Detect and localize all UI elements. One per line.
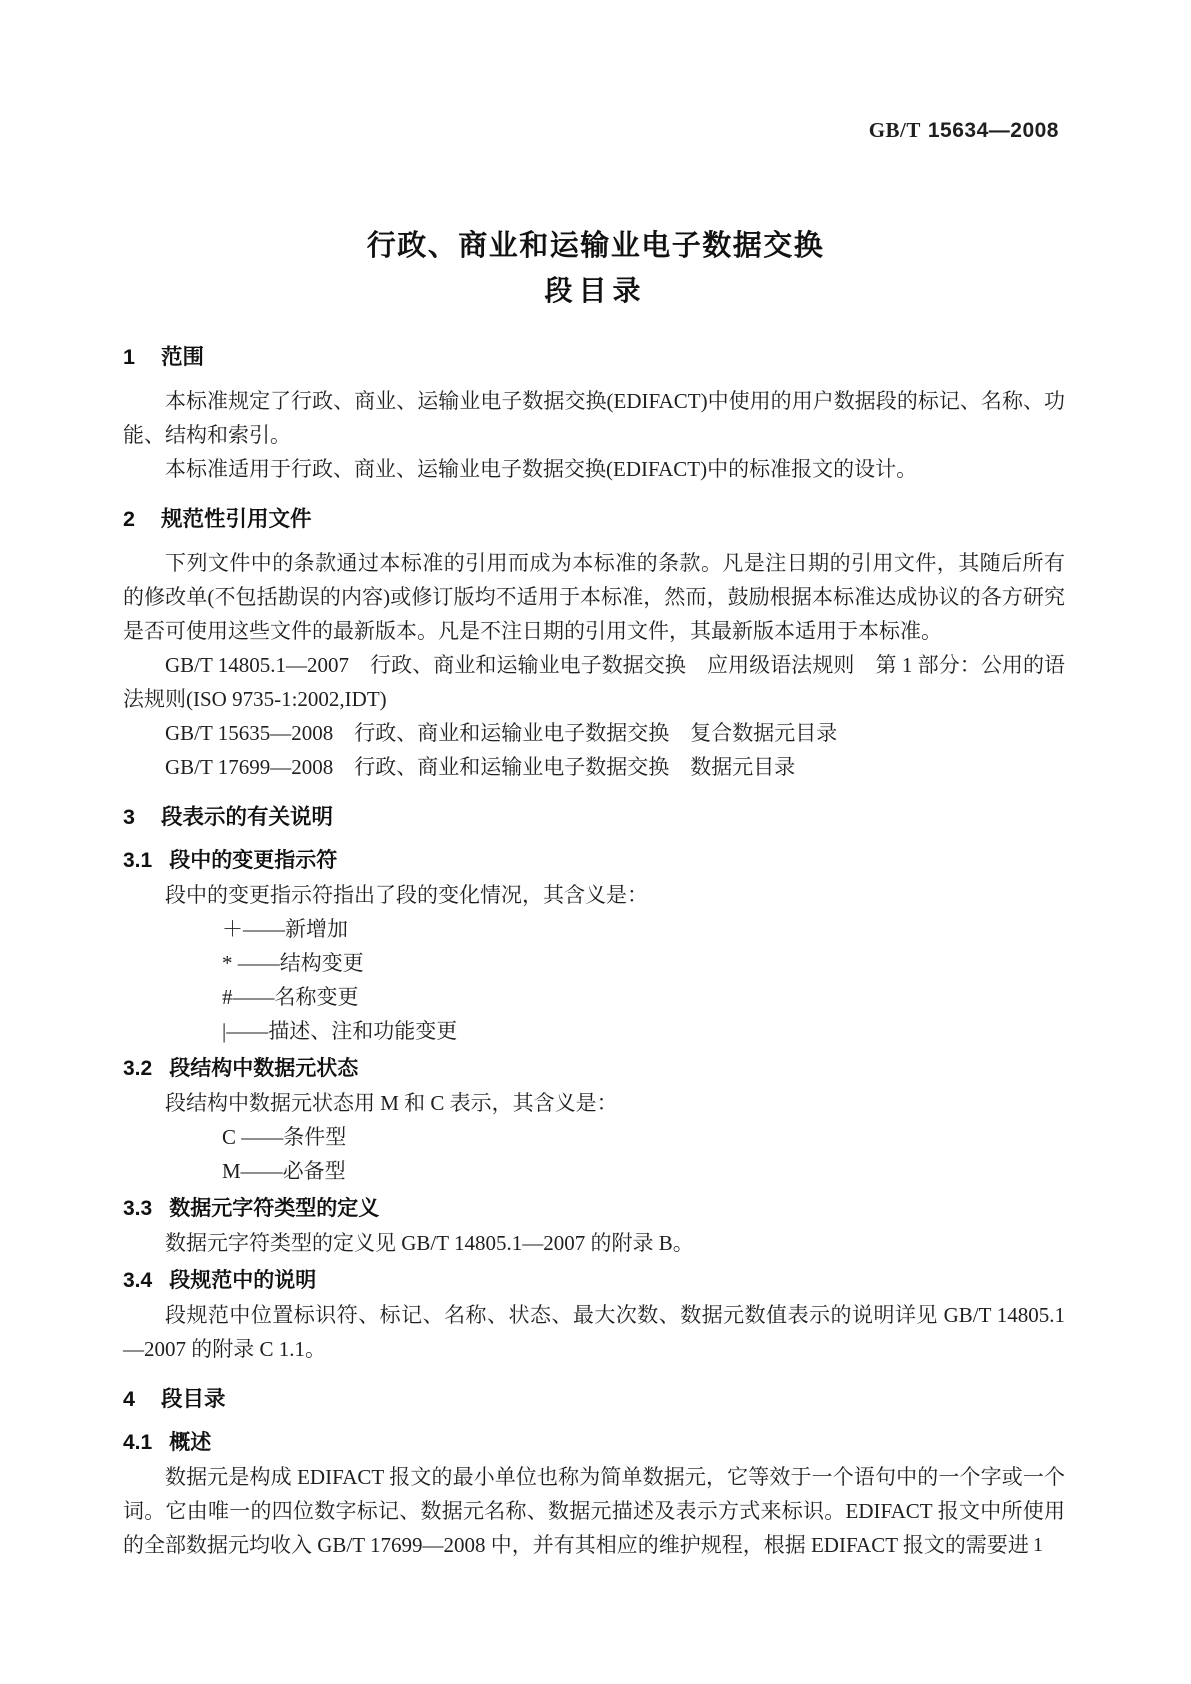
section-3-2-paragraph-1: 段结构中数据元状态用 M 和 C 表示，其含义是： bbox=[165, 1091, 618, 1115]
section-4-1-number: 4.1 bbox=[123, 1431, 153, 1454]
section-3-heading bbox=[123, 800, 1065, 834]
document-title: 行政、商业和运输业电子数据交换 bbox=[366, 230, 825, 262]
normative-reference-1: GB/T 14805.1—2007 行政、商业和运输业电子数据交换 应用级语法规则 第 1 部分：公用的语法规则(ISO 9735-1:2002,IDT) bbox=[123, 653, 1065, 711]
section-1-paragraph-2: 本标准适用于行政、商业、运输业电子数据交换(EDIFACT)中的标准报文的设计。 bbox=[165, 457, 918, 481]
document-subtitle: 段目录 bbox=[544, 275, 647, 306]
section-3-title: 段表示的有关说明 bbox=[160, 805, 333, 829]
section-1-heading bbox=[123, 340, 1065, 374]
section-3-4-title: 段规范中的说明 bbox=[169, 1269, 317, 1292]
section-3-3-paragraph-1: 数据元字符类型的定义见 GB/T 14805.1—2007 的附录 B。 bbox=[165, 1231, 694, 1255]
normative-reference-2: GB/T 15635—2008 行政、商业和运输业电子数据交换 复合数据元目录 bbox=[165, 721, 838, 745]
change-indicator-hash: #——名称变更 bbox=[222, 985, 359, 1009]
section-4-number: 4 bbox=[123, 1387, 135, 1411]
section-3-4-paragraph-1: 段规范中位置标识符、标记、名称、状态、最大次数、数据元数值表示的说明详见 GB/T 14805.1—2007 的附录 C 1.1。 bbox=[123, 1303, 1065, 1361]
change-indicator-plus: ＋——新增加 bbox=[222, 917, 348, 941]
section-4-1-heading bbox=[123, 1426, 1065, 1460]
standard-code-number: 15634—2008 bbox=[927, 119, 1059, 142]
section-3-4-heading bbox=[123, 1264, 1065, 1298]
section-3-3-title: 数据元字符类型的定义 bbox=[169, 1197, 380, 1220]
section-3-3-heading bbox=[123, 1192, 1065, 1226]
standard-code-prefix: GB/T bbox=[868, 118, 921, 142]
section-3-1-heading bbox=[123, 844, 1065, 878]
section-3-3-number: 3.3 bbox=[123, 1197, 153, 1220]
section-3-1-title: 段中的变更指示符 bbox=[169, 849, 338, 872]
section-2-heading bbox=[123, 502, 1065, 536]
normative-reference-3: GB/T 17699—2008 行政、商业和运输业电子数据交换 数据元目录 bbox=[165, 755, 796, 779]
section-3-1-number: 3.1 bbox=[123, 849, 153, 872]
section-3-4-number: 3.4 bbox=[123, 1269, 153, 1292]
section-1-paragraph-1: 本标准规定了行政、商业、运输业电子数据交换(EDIFACT)中使用的用户数据段的标记、名称、功能、结构和索引。 bbox=[123, 389, 1065, 447]
standard-code-header bbox=[869, 118, 1059, 143]
change-indicator-asterisk: * ——结构变更 bbox=[222, 951, 364, 975]
section-3-2-title: 段结构中数据元状态 bbox=[169, 1057, 359, 1080]
section-3-number: 3 bbox=[123, 805, 135, 829]
section-4-1-paragraph-1: 数据元是构成 EDIFACT 报文的最小单位也称为简单数据元，它等效于一个语句中的一个字或一个词。它由唯一的四位数字标记、数据元名称、数据元描述及表示方式来标识。EDIFACT 报文中所使用的全部数据元均收入 GB/T 17699—2008 中，并有其相应的维护规程，根据 EDIFACT 报文的需要进 bbox=[123, 1465, 1065, 1557]
section-2-title: 规范性引用文件 bbox=[160, 507, 312, 531]
page-number: 1 bbox=[1033, 1534, 1043, 1556]
change-indicator-bar: |——描述、注和功能变更 bbox=[222, 1019, 458, 1043]
section-4-heading bbox=[123, 1382, 1065, 1416]
section-4-1-title: 概述 bbox=[169, 1431, 212, 1454]
status-conditional-item: C ——条件型 bbox=[222, 1125, 347, 1149]
status-mandatory-item: M——必备型 bbox=[222, 1159, 346, 1183]
section-1-number: 1 bbox=[123, 345, 135, 369]
section-2-number: 2 bbox=[123, 507, 135, 531]
section-3-2-heading bbox=[123, 1052, 1065, 1086]
section-4-title: 段目录 bbox=[160, 1387, 226, 1411]
document-body bbox=[123, 340, 1065, 1562]
section-3-2-number: 3.2 bbox=[123, 1057, 153, 1080]
section-2-paragraph-1: 下列文件中的条款通过本标准的引用而成为本标准的条款。凡是注日期的引用文件，其随后所有的修改单(不包括勘误的内容)或修订版均不适用于本标准，然而，鼓励根据本标准达成协议的各方研究是否可使用这些文件的最新版本。凡是不注日期的引用文件，其最新版本适用于本标准。 bbox=[123, 551, 1065, 643]
section-1-title: 范围 bbox=[160, 345, 204, 369]
section-3-1-paragraph-1: 段中的变更指示符指出了段的变化情况，其含义是： bbox=[165, 883, 648, 907]
